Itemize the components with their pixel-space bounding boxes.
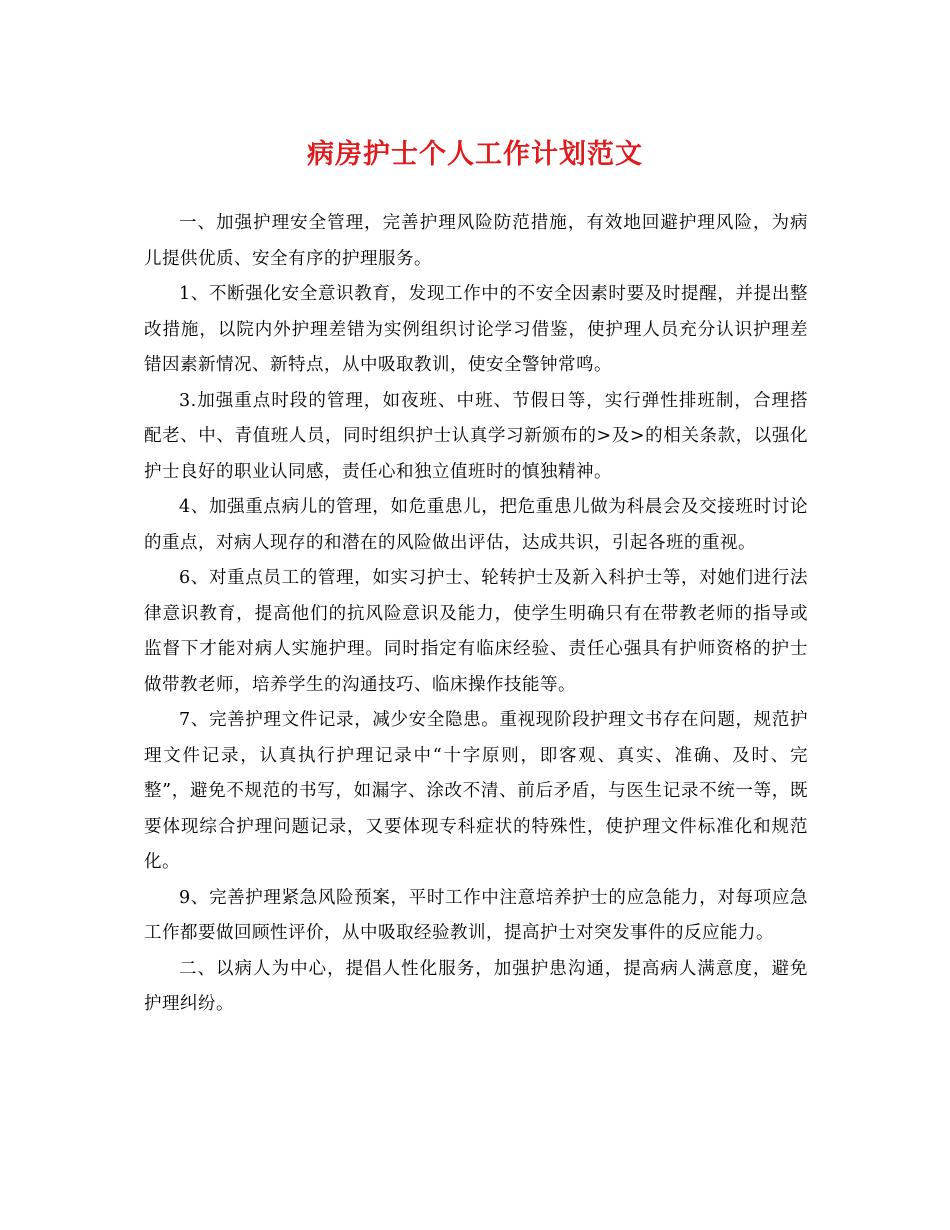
paragraph: 7、完善护理文件记录，减少安全隐患。重视现阶段护理文书存在问题，规范护理文件记录，认真执行护理记录中“十字原则，即客观、真实、准确、及时、完整”，避免不规范的书写，如漏字、涂改不清、前后矛盾，与医生记录不统一等，既要体现综合护理问题记录，又要体现专科症状的特殊性，使护理文件标准化和规范化。: [144, 710, 808, 872]
paragraph: 二、以病人为中心，提倡人性化服务，加强护患沟通，提高病人满意度，避免护理纠纷。: [144, 958, 808, 1014]
paragraph: 3.加强重点时段的管理，如夜班、中班、节假日等，实行弹性排班制，合理搭配老、中、青值班人员，同时组织护士认真学习新颁布的>及>的相关条款，以强化护士良好的职业认同感，责任心和独立值班时的慎独精神。: [144, 390, 808, 482]
paragraph: 4、加强重点病儿的管理，如危重患儿，把危重患儿做为科晨会及交接班时讨论的重点，对病人现存的和潜在的风险做出评估，达成共识，引起各班的重视。: [144, 497, 808, 553]
paragraph: 1、不断强化安全意识教育，发现工作中的不安全因素时要及时提醒，并提出整改措施，以院内外护理差错为实例组织讨论学习借鉴，使护理人员充分认识护理差错因素新情况、新特点，从中吸取教训，使安全警钟常鸣。: [144, 284, 808, 375]
paragraph: 6、对重点员工的管理，如实习护士、轮转护士及新入科护士等，对她们进行法律意识教育，提高他们的抗风险意识及能力，使学生明确只有在带教老师的指导或监督下才能对病人实施护理。同时指定有临床经验、责任心强具有护师资格的护士做带教老师，培养学生的沟通技巧、临床操作技能等。: [144, 568, 808, 695]
document-title: 病房护士个人工作计划范文: [307, 139, 643, 170]
paragraph: 9、完善护理紧急风险预案，平时工作中注意培养护士的应急能力，对每项应急工作都要做回顾性评价，从中吸取经验教训，提高护士对突发事件的反应能力。: [144, 887, 808, 943]
paragraph: 一、加强护理安全管理，完善护理风险防范措施，有效地回避护理风险，为病儿提供优质、安全有序的护理服务。: [144, 213, 808, 269]
document-body: [144, 206, 808, 1023]
